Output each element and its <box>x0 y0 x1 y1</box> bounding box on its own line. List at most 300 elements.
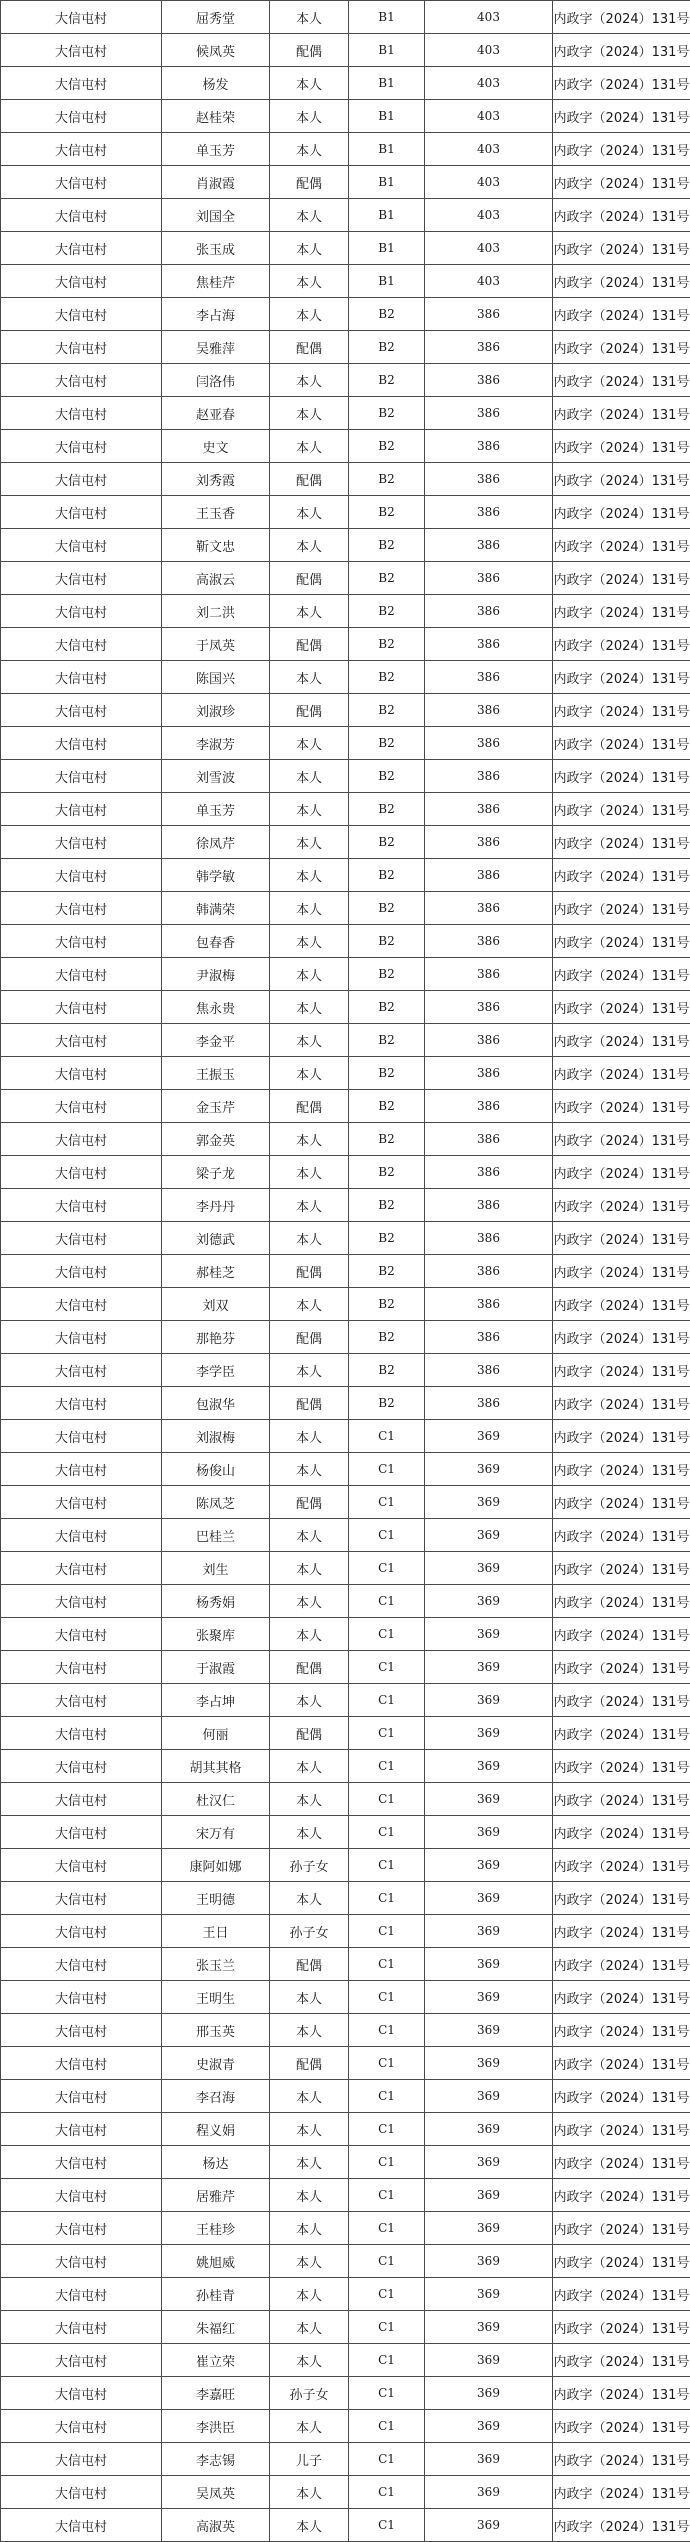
level-cell: C1 <box>349 1585 425 1618</box>
relation-cell: 配偶 <box>270 1387 349 1420</box>
village-cell: 大信屯村 <box>1 1024 162 1057</box>
table-row <box>1 298 690 331</box>
amount-cell: 369 <box>425 2113 553 2146</box>
amount-cell: 369 <box>425 1882 553 1915</box>
document-cell: 内政字（2024）131号 <box>553 2410 690 2443</box>
table-row <box>1 1585 690 1618</box>
amount-cell: 369 <box>425 2179 553 2212</box>
village-cell: 大信屯村 <box>1 2179 162 2212</box>
document-cell: 内政字（2024）131号 <box>553 1453 690 1486</box>
document-cell: 内政字（2024）131号 <box>553 1684 690 1717</box>
document-cell: 内政字（2024）131号 <box>553 1849 690 1882</box>
amount-cell: 386 <box>425 1189 553 1222</box>
table-row <box>1 958 690 991</box>
document-cell: 内政字（2024）131号 <box>553 1057 690 1090</box>
village-cell: 大信屯村 <box>1 1321 162 1354</box>
relation-cell: 本人 <box>270 1519 349 1552</box>
village-cell: 大信屯村 <box>1 1750 162 1783</box>
level-cell: C1 <box>349 1750 425 1783</box>
document-cell: 内政字（2024）131号 <box>553 1882 690 1915</box>
village-cell: 大信屯村 <box>1 1618 162 1651</box>
village-cell: 大信屯村 <box>1 628 162 661</box>
name-cell: 刘生 <box>162 1552 270 1585</box>
relation-cell: 本人 <box>270 1816 349 1849</box>
village-cell: 大信屯村 <box>1 892 162 925</box>
name-cell: 刘二洪 <box>162 595 270 628</box>
name-cell: 屈秀堂 <box>162 1 270 34</box>
table-row <box>1 2278 690 2311</box>
relation-cell: 配偶 <box>270 331 349 364</box>
village-cell: 大信屯村 <box>1 2377 162 2410</box>
village-cell: 大信屯村 <box>1 2047 162 2080</box>
table-row <box>1 1816 690 1849</box>
document-cell: 内政字（2024）131号 <box>553 2212 690 2245</box>
level-cell: B1 <box>349 1 425 34</box>
village-cell: 大信屯村 <box>1 1519 162 1552</box>
name-cell: 史淑青 <box>162 2047 270 2080</box>
document-cell: 内政字（2024）131号 <box>553 232 690 265</box>
name-cell: 那艳芬 <box>162 1321 270 1354</box>
relation-cell: 配偶 <box>270 562 349 595</box>
table-row <box>1 2146 690 2179</box>
amount-cell: 403 <box>425 1 553 34</box>
document-cell: 内政字（2024）131号 <box>553 1321 690 1354</box>
document-cell: 内政字（2024）131号 <box>553 34 690 67</box>
name-cell: 杨达 <box>162 2146 270 2179</box>
relation-cell: 本人 <box>270 2245 349 2278</box>
table-row <box>1 595 690 628</box>
level-cell: B2 <box>349 595 425 628</box>
table-row <box>1 397 690 430</box>
table-row <box>1 2113 690 2146</box>
relation-cell: 孙子女 <box>270 1915 349 1948</box>
document-cell: 内政字（2024）131号 <box>553 2377 690 2410</box>
level-cell: C1 <box>349 2014 425 2047</box>
relation-cell: 孙子女 <box>270 1849 349 1882</box>
village-cell: 大信屯村 <box>1 562 162 595</box>
level-cell: B2 <box>349 694 425 727</box>
table-row <box>1 265 690 298</box>
document-cell: 内政字（2024）131号 <box>553 925 690 958</box>
level-cell: B2 <box>349 958 425 991</box>
amount-cell: 386 <box>425 1057 553 1090</box>
document-cell: 内政字（2024）131号 <box>553 100 690 133</box>
relation-cell: 儿子 <box>270 2443 349 2476</box>
village-cell: 大信屯村 <box>1 2014 162 2047</box>
level-cell: B2 <box>349 397 425 430</box>
document-cell: 内政字（2024）131号 <box>553 727 690 760</box>
amount-cell: 369 <box>425 1915 553 1948</box>
document-cell: 内政字（2024）131号 <box>553 2245 690 2278</box>
amount-cell: 369 <box>425 1948 553 1981</box>
level-cell: B2 <box>349 430 425 463</box>
relation-cell: 本人 <box>270 661 349 694</box>
roster-table-body <box>1 1 690 2542</box>
table-row <box>1 1453 690 1486</box>
relation-cell: 本人 <box>270 1453 349 1486</box>
table-row <box>1 661 690 694</box>
amount-cell: 386 <box>425 1255 553 1288</box>
relation-cell: 本人 <box>270 1750 349 1783</box>
village-cell: 大信屯村 <box>1 133 162 166</box>
relation-cell: 本人 <box>270 1123 349 1156</box>
level-cell: C1 <box>349 2146 425 2179</box>
amount-cell: 386 <box>425 397 553 430</box>
village-cell: 大信屯村 <box>1 760 162 793</box>
amount-cell: 369 <box>425 1552 553 1585</box>
relation-cell: 本人 <box>270 2212 349 2245</box>
relation-cell: 本人 <box>270 925 349 958</box>
village-cell: 大信屯村 <box>1 1222 162 1255</box>
relation-cell: 本人 <box>270 1882 349 1915</box>
level-cell: C1 <box>349 2509 425 2542</box>
village-cell: 大信屯村 <box>1 397 162 430</box>
name-cell: 包淑华 <box>162 1387 270 1420</box>
village-cell: 大信屯村 <box>1 826 162 859</box>
relation-cell: 本人 <box>270 265 349 298</box>
name-cell: 郝桂芝 <box>162 1255 270 1288</box>
village-cell: 大信屯村 <box>1 2311 162 2344</box>
level-cell: C1 <box>349 2377 425 2410</box>
relation-cell: 配偶 <box>270 628 349 661</box>
amount-cell: 369 <box>425 2212 553 2245</box>
level-cell: C1 <box>349 1486 425 1519</box>
level-cell: B1 <box>349 133 425 166</box>
village-cell: 大信屯村 <box>1 1915 162 1948</box>
name-cell: 包春香 <box>162 925 270 958</box>
table-row <box>1 529 690 562</box>
name-cell: 李志锡 <box>162 2443 270 2476</box>
relation-cell: 本人 <box>270 991 349 1024</box>
level-cell: C1 <box>349 2047 425 2080</box>
name-cell: 尹淑梅 <box>162 958 270 991</box>
table-row <box>1 2179 690 2212</box>
name-cell: 刘德武 <box>162 1222 270 1255</box>
relation-cell: 本人 <box>270 892 349 925</box>
amount-cell: 386 <box>425 727 553 760</box>
level-cell: C1 <box>349 2245 425 2278</box>
document-cell: 内政字（2024）131号 <box>553 1717 690 1750</box>
relation-cell: 本人 <box>270 1618 349 1651</box>
name-cell: 候凤英 <box>162 34 270 67</box>
name-cell: 胡其其格 <box>162 1750 270 1783</box>
relation-cell: 本人 <box>270 2014 349 2047</box>
name-cell: 李嘉旺 <box>162 2377 270 2410</box>
name-cell: 李占海 <box>162 298 270 331</box>
level-cell: B2 <box>349 859 425 892</box>
amount-cell: 386 <box>425 430 553 463</box>
village-cell: 大信屯村 <box>1 1585 162 1618</box>
relation-cell: 配偶 <box>270 694 349 727</box>
name-cell: 程义娟 <box>162 2113 270 2146</box>
amount-cell: 386 <box>425 463 553 496</box>
relation-cell: 配偶 <box>270 1717 349 1750</box>
table-row <box>1 2047 690 2080</box>
village-cell: 大信屯村 <box>1 1156 162 1189</box>
name-cell: 梁子龙 <box>162 1156 270 1189</box>
document-cell: 内政字（2024）131号 <box>553 67 690 100</box>
amount-cell: 386 <box>425 298 553 331</box>
name-cell: 崔立荣 <box>162 2344 270 2377</box>
table-row <box>1 2311 690 2344</box>
document-cell: 内政字（2024）131号 <box>553 694 690 727</box>
document-cell: 内政字（2024）131号 <box>553 2179 690 2212</box>
relation-cell: 本人 <box>270 859 349 892</box>
amount-cell: 403 <box>425 199 553 232</box>
level-cell: B2 <box>349 925 425 958</box>
level-cell: C1 <box>349 1684 425 1717</box>
level-cell: B2 <box>349 661 425 694</box>
village-cell: 大信屯村 <box>1 2410 162 2443</box>
name-cell: 刘国全 <box>162 199 270 232</box>
amount-cell: 386 <box>425 859 553 892</box>
name-cell: 王日 <box>162 1915 270 1948</box>
village-cell: 大信屯村 <box>1 1651 162 1684</box>
document-cell: 内政字（2024）131号 <box>553 1816 690 1849</box>
name-cell: 刘秀霞 <box>162 463 270 496</box>
amount-cell: 386 <box>425 892 553 925</box>
document-cell: 内政字（2024）131号 <box>553 2311 690 2344</box>
table-row <box>1 133 690 166</box>
document-cell: 内政字（2024）131号 <box>553 430 690 463</box>
village-cell: 大信屯村 <box>1 991 162 1024</box>
relation-cell: 本人 <box>270 397 349 430</box>
level-cell: B2 <box>349 1288 425 1321</box>
table-row <box>1 1618 690 1651</box>
document-cell: 内政字（2024）131号 <box>553 859 690 892</box>
relation-cell: 本人 <box>270 1189 349 1222</box>
document-cell: 内政字（2024）131号 <box>553 2476 690 2509</box>
name-cell: 朱福红 <box>162 2311 270 2344</box>
table-row <box>1 100 690 133</box>
village-cell: 大信屯村 <box>1 1387 162 1420</box>
document-cell: 内政字（2024）131号 <box>553 562 690 595</box>
amount-cell: 403 <box>425 265 553 298</box>
level-cell: C1 <box>349 1882 425 1915</box>
amount-cell: 386 <box>425 1156 553 1189</box>
amount-cell: 369 <box>425 1486 553 1519</box>
village-cell: 大信屯村 <box>1 1 162 34</box>
table-row <box>1 991 690 1024</box>
level-cell: B2 <box>349 1255 425 1288</box>
table-row <box>1 727 690 760</box>
name-cell: 居雅芹 <box>162 2179 270 2212</box>
village-cell: 大信屯村 <box>1 1354 162 1387</box>
amount-cell: 386 <box>425 1288 553 1321</box>
village-cell: 大信屯村 <box>1 1981 162 2014</box>
name-cell: 徐凤芹 <box>162 826 270 859</box>
village-cell: 大信屯村 <box>1 727 162 760</box>
level-cell: C1 <box>349 1717 425 1750</box>
amount-cell: 386 <box>425 826 553 859</box>
table-row <box>1 364 690 397</box>
name-cell: 张玉成 <box>162 232 270 265</box>
relation-cell: 本人 <box>270 67 349 100</box>
table-row <box>1 1651 690 1684</box>
amount-cell: 369 <box>425 2344 553 2377</box>
document-cell: 内政字（2024）131号 <box>553 2443 690 2476</box>
level-cell: B2 <box>349 760 425 793</box>
name-cell: 李学臣 <box>162 1354 270 1387</box>
name-cell: 何丽 <box>162 1717 270 1750</box>
level-cell: B2 <box>349 1354 425 1387</box>
level-cell: C1 <box>349 2080 425 2113</box>
name-cell: 赵亚春 <box>162 397 270 430</box>
document-cell: 内政字（2024）131号 <box>553 1618 690 1651</box>
village-cell: 大信屯村 <box>1 925 162 958</box>
level-cell: B1 <box>349 34 425 67</box>
document-cell: 内政字（2024）131号 <box>553 1981 690 2014</box>
name-cell: 康阿如娜 <box>162 1849 270 1882</box>
amount-cell: 386 <box>425 562 553 595</box>
village-cell: 大信屯村 <box>1 1717 162 1750</box>
level-cell: B1 <box>349 232 425 265</box>
document-cell: 内政字（2024）131号 <box>553 331 690 364</box>
level-cell: C1 <box>349 2212 425 2245</box>
amount-cell: 369 <box>425 1651 553 1684</box>
table-row <box>1 1684 690 1717</box>
name-cell: 王桂珍 <box>162 2212 270 2245</box>
document-cell: 内政字（2024）131号 <box>553 826 690 859</box>
level-cell: B2 <box>349 496 425 529</box>
amount-cell: 386 <box>425 1123 553 1156</box>
village-cell: 大信屯村 <box>1 2146 162 2179</box>
level-cell: B2 <box>349 1321 425 1354</box>
amount-cell: 369 <box>425 2476 553 2509</box>
name-cell: 于凤英 <box>162 628 270 661</box>
village-cell: 大信屯村 <box>1 100 162 133</box>
village-cell: 大信屯村 <box>1 1948 162 1981</box>
table-row <box>1 1882 690 1915</box>
document-cell: 内政字（2024）131号 <box>553 1783 690 1816</box>
document-cell: 内政字（2024）131号 <box>553 1189 690 1222</box>
name-cell: 李淑芳 <box>162 727 270 760</box>
document-cell: 内政字（2024）131号 <box>553 463 690 496</box>
village-cell: 大信屯村 <box>1 298 162 331</box>
name-cell: 李洪臣 <box>162 2410 270 2443</box>
table-row <box>1 859 690 892</box>
name-cell: 焦永贵 <box>162 991 270 1024</box>
village-cell: 大信屯村 <box>1 232 162 265</box>
document-cell: 内政字（2024）131号 <box>553 892 690 925</box>
amount-cell: 386 <box>425 595 553 628</box>
document-cell: 内政字（2024）131号 <box>553 628 690 661</box>
village-cell: 大信屯村 <box>1 2476 162 2509</box>
amount-cell: 386 <box>425 628 553 661</box>
village-cell: 大信屯村 <box>1 1882 162 1915</box>
amount-cell: 403 <box>425 34 553 67</box>
name-cell: 李金平 <box>162 1024 270 1057</box>
table-row <box>1 1849 690 1882</box>
document-cell: 内政字（2024）131号 <box>553 1156 690 1189</box>
table-row <box>1 430 690 463</box>
level-cell: C1 <box>349 1552 425 1585</box>
table-row <box>1 1222 690 1255</box>
amount-cell: 403 <box>425 166 553 199</box>
document-cell: 内政字（2024）131号 <box>553 2509 690 2542</box>
table-row <box>1 2476 690 2509</box>
document-cell: 内政字（2024）131号 <box>553 2014 690 2047</box>
table-row <box>1 1123 690 1156</box>
table-row <box>1 2245 690 2278</box>
document-cell: 内政字（2024）131号 <box>553 364 690 397</box>
document-cell: 内政字（2024）131号 <box>553 1420 690 1453</box>
level-cell: B2 <box>349 1222 425 1255</box>
village-cell: 大信屯村 <box>1 1783 162 1816</box>
document-cell: 内政字（2024）131号 <box>553 793 690 826</box>
amount-cell: 369 <box>425 1816 553 1849</box>
table-row <box>1 1156 690 1189</box>
name-cell: 刘雪波 <box>162 760 270 793</box>
relation-cell: 本人 <box>270 1981 349 2014</box>
amount-cell: 369 <box>425 1684 553 1717</box>
amount-cell: 386 <box>425 694 553 727</box>
name-cell: 孙桂青 <box>162 2278 270 2311</box>
amount-cell: 369 <box>425 1717 553 1750</box>
document-cell: 内政字（2024）131号 <box>553 1915 690 1948</box>
amount-cell: 403 <box>425 100 553 133</box>
name-cell: 李占坤 <box>162 1684 270 1717</box>
level-cell: C1 <box>349 1816 425 1849</box>
relation-cell: 本人 <box>270 1024 349 1057</box>
name-cell: 杨发 <box>162 67 270 100</box>
relation-cell: 本人 <box>270 430 349 463</box>
relation-cell: 配偶 <box>270 1255 349 1288</box>
name-cell: 王明生 <box>162 1981 270 2014</box>
amount-cell: 386 <box>425 661 553 694</box>
village-cell: 大信屯村 <box>1 2509 162 2542</box>
relation-cell: 本人 <box>270 1156 349 1189</box>
table-row <box>1 1288 690 1321</box>
name-cell: 刘淑珍 <box>162 694 270 727</box>
relation-cell: 本人 <box>270 298 349 331</box>
document-cell: 内政字（2024）131号 <box>553 1585 690 1618</box>
level-cell: B2 <box>349 793 425 826</box>
amount-cell: 386 <box>425 364 553 397</box>
amount-cell: 369 <box>425 2509 553 2542</box>
amount-cell: 369 <box>425 2443 553 2476</box>
level-cell: B2 <box>349 1024 425 1057</box>
village-cell: 大信屯村 <box>1 661 162 694</box>
level-cell: B2 <box>349 826 425 859</box>
name-cell: 李召海 <box>162 2080 270 2113</box>
name-cell: 刘双 <box>162 1288 270 1321</box>
name-cell: 邢玉英 <box>162 2014 270 2047</box>
amount-cell: 386 <box>425 1090 553 1123</box>
name-cell: 高淑英 <box>162 2509 270 2542</box>
level-cell: B2 <box>349 331 425 364</box>
table-row <box>1 1387 690 1420</box>
village-cell: 大信屯村 <box>1 430 162 463</box>
document-cell: 内政字（2024）131号 <box>553 2047 690 2080</box>
village-cell: 大信屯村 <box>1 1849 162 1882</box>
name-cell: 刘淑梅 <box>162 1420 270 1453</box>
name-cell: 焦桂芹 <box>162 265 270 298</box>
relation-cell: 配偶 <box>270 1486 349 1519</box>
document-cell: 内政字（2024）131号 <box>553 2146 690 2179</box>
amount-cell: 386 <box>425 496 553 529</box>
village-cell: 大信屯村 <box>1 1255 162 1288</box>
relation-cell: 本人 <box>270 793 349 826</box>
table-row <box>1 463 690 496</box>
amount-cell: 386 <box>425 1354 553 1387</box>
table-row <box>1 1981 690 2014</box>
name-cell: 郭金英 <box>162 1123 270 1156</box>
table-row <box>1 2410 690 2443</box>
table-row <box>1 232 690 265</box>
amount-cell: 369 <box>425 1519 553 1552</box>
relation-cell: 本人 <box>270 1585 349 1618</box>
